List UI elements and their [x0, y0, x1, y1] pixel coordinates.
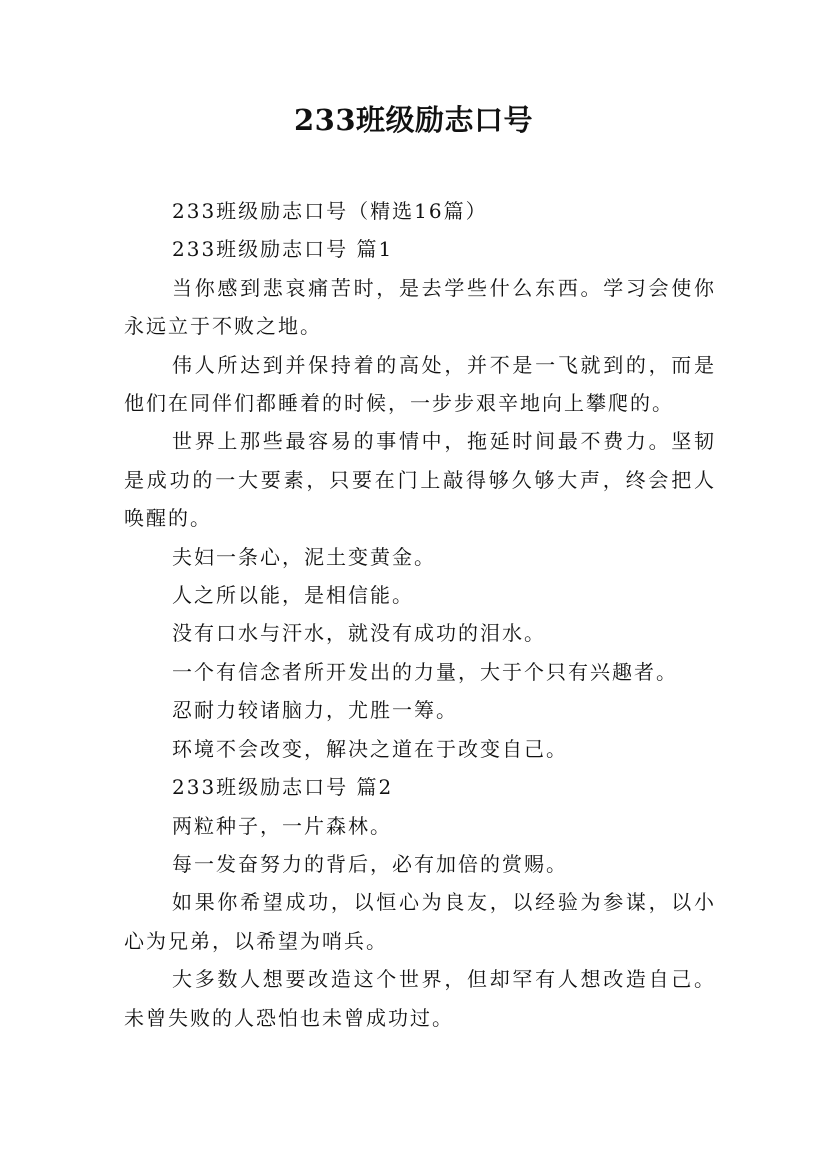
section-heading-2: 233班级励志口号 篇2	[172, 775, 394, 800]
paragraph: 当你感到悲哀痛苦时，是去学些什么东西。学习会使你永远立于不败之地。	[124, 275, 716, 339]
paragraph: 世界上那些最容易的事情中，拖延时间最不费力。坚韧是成功的一大要素，只要在门上敲得够久够大声，终会把人唤醒的。	[124, 429, 716, 531]
paragraph: 一个有信念者所开发出的力量，大于个只有兴趣者。	[172, 659, 678, 684]
paragraph: 两粒种子，一片森林。	[172, 813, 392, 838]
paragraph: 每一发奋努力的背后，必有加倍的赏赐。	[172, 851, 568, 876]
paragraph: 没有口水与汗水，就没有成功的泪水。	[172, 621, 546, 646]
document-body	[124, 192, 716, 1037]
section-heading-1: 233班级励志口号 篇1	[172, 237, 394, 262]
document-title: 233班级励志口号	[293, 103, 534, 137]
paragraph-intro: 233班级励志口号（精选16篇）	[172, 199, 488, 223]
paragraph: 环境不会改变，解决之道在于改变自己。	[172, 736, 568, 761]
paragraph: 大多数人想要改造这个世界，但却罕有人想改造自己。未曾失败的人恐怕也未曾成功过。	[124, 967, 716, 1030]
paragraph: 人之所以能，是相信能。	[172, 583, 414, 608]
paragraph: 夫妇一条心，泥土变黄金。	[172, 544, 436, 569]
paragraph: 忍耐力较诸脑力，尤胜一筹。	[172, 698, 458, 723]
paragraph: 伟人所达到并保持着的高处，并不是一飞就到的，而是他们在同伴们都睡着的时候，一步步艰辛地向上攀爬的。	[124, 352, 716, 416]
paragraph: 如果你希望成功，以恒心为良友，以经验为参谋，以小心为兄弟，以希望为哨兵。	[124, 890, 716, 953]
